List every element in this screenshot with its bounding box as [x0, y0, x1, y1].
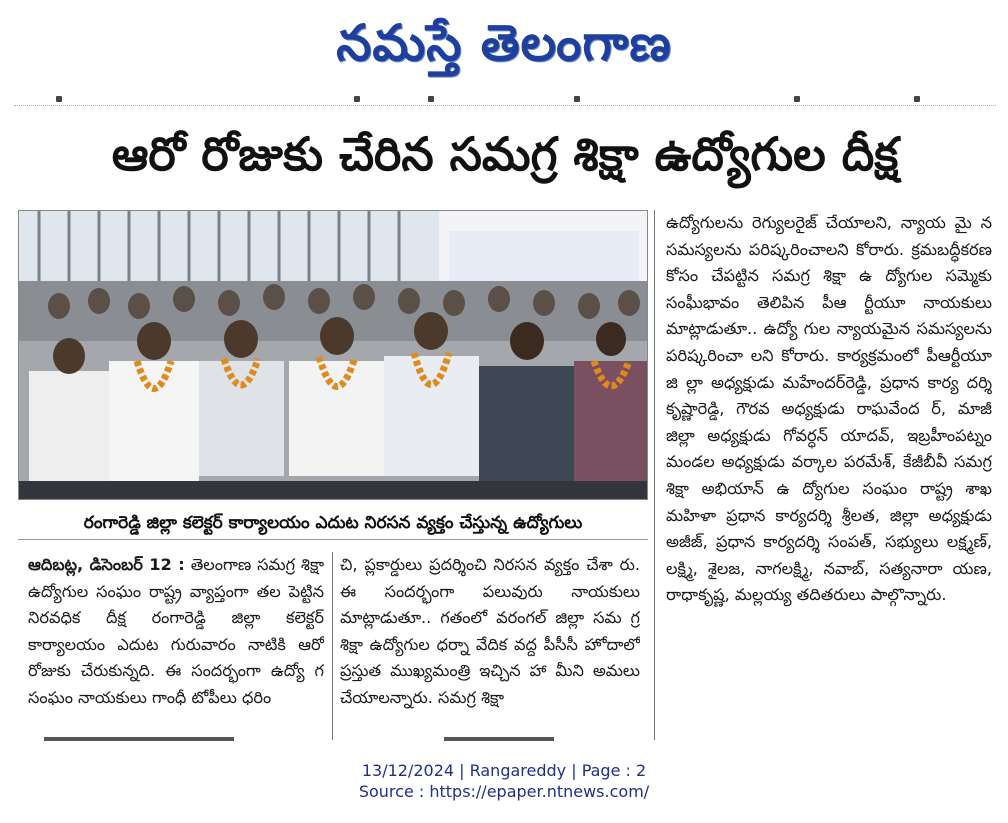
source-info: Source : https://epaper.ntnews.com/: [358, 782, 650, 801]
article-text: ఉద్యోగులను రెగ్యులరైజ్ చేయాలని, న్యాయ మై న సమస్యలను పరిష్కరించాలని కోరారు. క్రమబద్ధీకరణ కోసం చేపట్టిన సమగ్ర శిక్షా ఉ ద్యోగుల సమ్మెకు సంఘీభావం తెలిపిన పీఆ ర్టీయూ నాయకులు మాట్లాడుతూ.. ఉద్యో గుల న్యాయమైన సమస్యలను పరిష్కరించా లని కోరారు. కార్యక్రమంలో పీఆర్టీయూ జి ల్లా అధ్యక్షుడు మహేందర్‌రెడ్డి, ప్రధాన కార్య దర్శి కృష్ణారెడ్డి, గౌరవ అధ్యక్షుడు రాఘవేంద ర్, మాజీ జిల్లా అధ్యక్షుడు గోవర్ధన్ యాదవ్, ఇబ్రహీంపట్నం మండల అధ్యక్షుడు వర్కాల పరమేశ్, కేజీబీవీ సమగ్ర శిక్షా అభియాన్ ఉ ద్యోగుల సంఘం రాష్ట్ర శాఖ మహిళా ప్రధాన కార్యదర్శి శ్రీలత, జిల్లా అధ్యక్షుడు అజీజ్, ప్రధాన కార్యదర్శి సంపత్, సభ్యులు లక్ష్మణ్, లక్ష్మి, శైలజ, నాగలక్ష్మి, నవాబ్, సత్యనారా యణ, రాధాకృష్ణ, మల్లయ్య తదితరులు పాల్గొన్నారు.: [666, 213, 992, 605]
article-text: చి, ప్లకార్డులు ప్రదర్శించి నిరసన వ్యక్తం చేశా రు. ఈ సందర్భంగా పలువురు నాయకులు మాట్లాడుతూ.. గతంలో వరంగల్ జిల్లా సమ గ్ర శిక్షా ఉద్యోగుల ధర్నా వేదిక వద్ద పీసీసీ హోదాలో ప్రస్తుత ముఖ్యమంత్రి ఇచ్చిన హా మీని అమలు చేయాలన్నారు. సమగ్ర శిక్షా: [340, 555, 640, 707]
column-divider: [332, 552, 333, 740]
news-clipping: [14, 92, 996, 744]
column-divider: [654, 210, 655, 740]
article-headline: ఆరో రోజుకు చేరిన సమగ్ర శిక్షా ఉద్యోగుల దీక్ష: [111, 127, 899, 181]
masthead: [0, 4, 1008, 82]
protest-photo: [18, 210, 648, 500]
newspaper-logo: నమస్తే తెలంగాణ: [336, 13, 672, 72]
page-footer: [0, 760, 1008, 802]
cut-edge-top: [14, 92, 996, 106]
article-dateline: ఆదిబట్ల, డిసెంబర్ 12 :: [28, 555, 185, 574]
article-text: తెలంగాణ సమగ్ర శిక్షా ఉద్యోగుల సంఘం రాష్ట్ర వ్యాప్తంగా తల పెట్టిన నిరవధిక దీక్ష రంగారెడ్డి జిల్లా కలెక్టర్ కార్యాలయం ఎదుట గురువారం నాటికి ఆరో రోజుకు చేరుకున్నది. ఈ సందర్భంగా ఉద్యో గ సంఘం నాయకులు గాంధీ టోపీలు ధరిం: [28, 555, 324, 707]
cut-edge-bottom: [14, 734, 996, 744]
photo-caption: రంగారెడ్డి జిల్లా కలెక్టర్ కార్యాలయం ఎదుట నిరసన వ్యక్తం చేస్తున్న ఉద్యోగులు: [18, 506, 648, 540]
article-column-3: [666, 210, 992, 740]
article-column-2: [340, 552, 640, 740]
article-column-1: [28, 552, 324, 740]
edition-info: 13/12/2024 | Rangareddy | Page : 2: [361, 761, 647, 780]
